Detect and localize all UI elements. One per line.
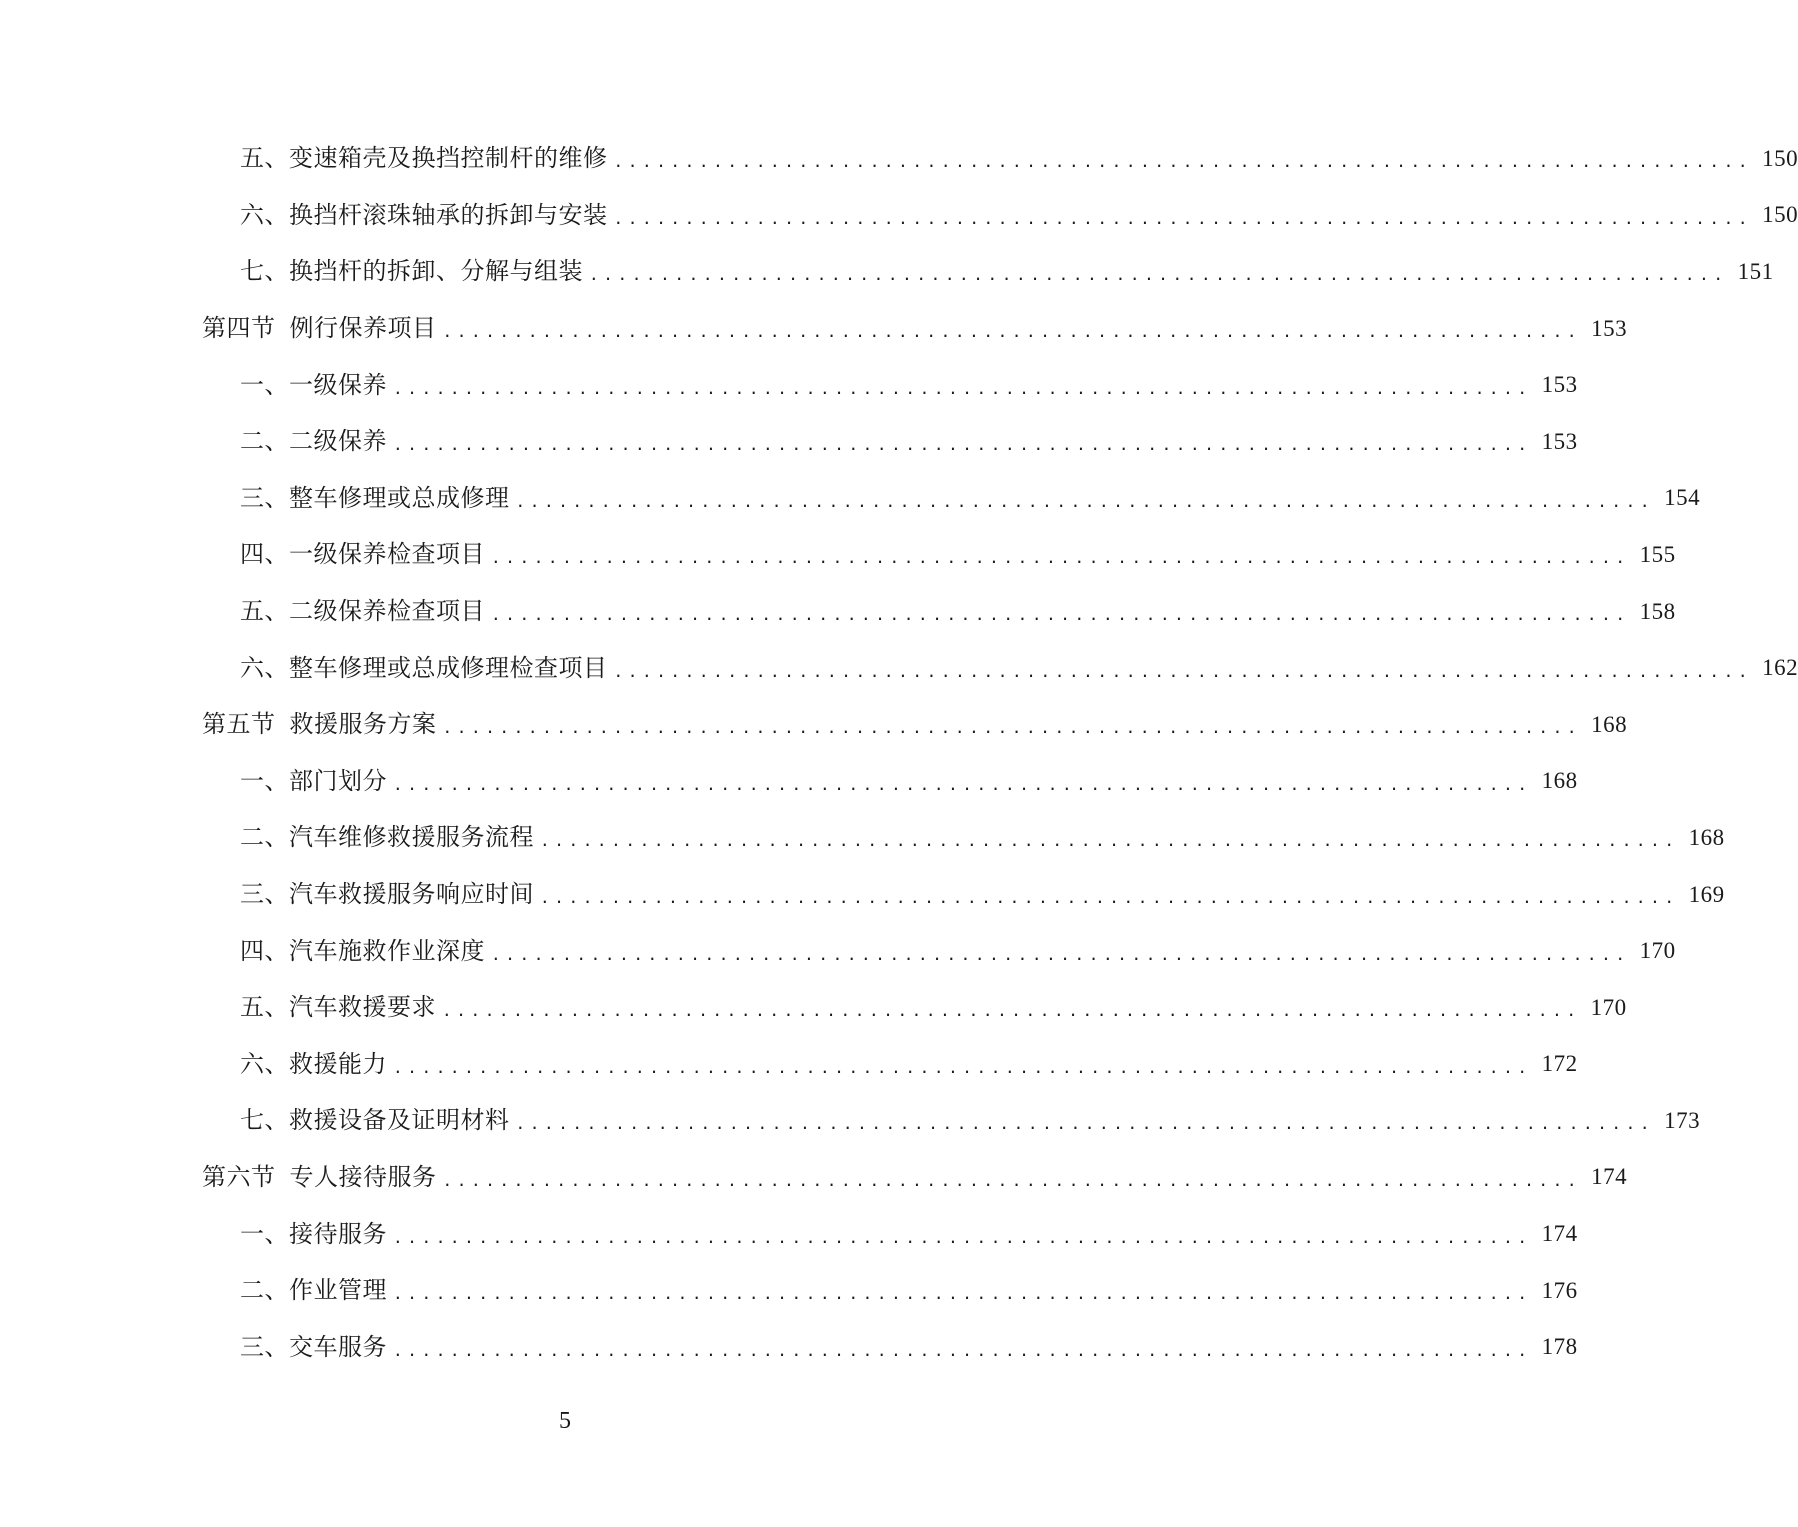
toc-subsection-entry xyxy=(0,1092,1701,1149)
toc-subsection-entry xyxy=(0,753,1578,810)
toc-dot-leader: ................................................................................ xyxy=(393,1284,1532,1304)
toc-entry-page: 168 xyxy=(1688,824,1725,850)
toc-subsection-entry xyxy=(0,1318,1578,1375)
toc-entry-title: 整车修理或总成修理 xyxy=(289,483,510,512)
toc-entry-page: 150 xyxy=(1762,145,1798,171)
toc-dot-leader: ................................................................................ xyxy=(393,1227,1532,1247)
toc-subsection-entry xyxy=(0,1205,1578,1262)
toc-subsection-entry xyxy=(0,979,1627,1036)
toc-dot-leader: ................................................................................ xyxy=(393,378,1532,398)
toc-entry-page: 170 xyxy=(1590,994,1627,1020)
toc-dot-leader: ................................................................................ xyxy=(491,944,1630,964)
toc-entry-prefix: 一、 xyxy=(240,766,289,795)
toc-dot-leader: ................................................................................ xyxy=(393,1340,1532,1360)
toc-entry-page: 154 xyxy=(1664,485,1701,511)
toc-dot-leader: ................................................................................ xyxy=(393,1057,1532,1077)
toc-entry-title: 例行保养项目 xyxy=(289,314,437,343)
toc-entry-title: 换挡杆的拆卸、分解与组装 xyxy=(289,257,583,286)
toc-entry-page: 178 xyxy=(1541,1334,1578,1360)
toc-entry-prefix: 二、 xyxy=(240,1276,289,1305)
toc-subsection-entry xyxy=(0,866,1725,923)
toc-entry-page: 150 xyxy=(1762,202,1798,228)
toc-entry-prefix: 二、 xyxy=(240,427,289,456)
toc-entry-page: 153 xyxy=(1541,372,1578,398)
toc-subsection-entry xyxy=(0,809,1725,866)
toc-entry-title: 二级保养检查项目 xyxy=(289,597,485,626)
toc-entry-page: 169 xyxy=(1688,881,1725,907)
toc-entry-prefix: 第四节 xyxy=(202,314,276,343)
toc-entry-title: 汽车救援要求 xyxy=(289,993,436,1022)
toc-entry-prefix: 一、 xyxy=(240,1219,289,1248)
toc-dot-leader: ................................................................................ xyxy=(442,1001,1581,1021)
toc-entry-title: 汽车维修救援服务流程 xyxy=(289,823,534,852)
toc-subsection-entry xyxy=(0,356,1578,413)
toc-section-entry xyxy=(0,1149,1628,1206)
toc-entry-title: 救援设备及证明材料 xyxy=(289,1106,510,1135)
toc-entry-prefix: 五、 xyxy=(240,597,289,626)
toc-entry-prefix: 三、 xyxy=(240,1332,289,1361)
page-number: 5 xyxy=(559,1408,571,1434)
toc-entry-title: 救援能力 xyxy=(289,1049,387,1078)
toc-dot-leader: ................................................................................ xyxy=(515,491,1655,511)
toc-section-entry xyxy=(0,696,1628,753)
toc-entry-page: 162 xyxy=(1762,655,1798,681)
toc-dot-leader: ................................................................................ xyxy=(393,774,1532,794)
toc-entry-title: 部门划分 xyxy=(289,766,387,795)
toc-entry-prefix: 六、 xyxy=(240,200,289,229)
toc-subsection-entry xyxy=(0,243,1774,300)
toc-entry-title: 救援服务方案 xyxy=(289,710,437,739)
toc-entry-title: 二级保养 xyxy=(289,427,387,456)
toc-entry-prefix: 五、 xyxy=(240,993,289,1022)
toc-entry-prefix: 第六节 xyxy=(202,1162,276,1191)
toc-dot-leader: ................................................................................ xyxy=(491,548,1630,568)
toc-entry-title: 汽车施救作业深度 xyxy=(289,936,485,965)
toc-entry-title: 一级保养检查项目 xyxy=(289,540,485,569)
toc-subsection-entry xyxy=(0,922,1676,979)
toc-entry-title: 接待服务 xyxy=(289,1219,387,1248)
toc-dot-leader: ................................................................................ xyxy=(515,1114,1655,1134)
toc-entry-page: 172 xyxy=(1541,1051,1578,1077)
toc-entry-prefix: 第五节 xyxy=(202,710,276,739)
toc-entry-prefix: 二、 xyxy=(240,823,289,852)
toc-subsection-entry xyxy=(0,1262,1578,1319)
toc-dot-leader: ................................................................................ xyxy=(491,605,1630,625)
toc-subsection-entry xyxy=(0,413,1578,470)
toc-dot-leader: ................................................................................ xyxy=(613,208,1753,228)
toc-subsection-entry xyxy=(0,1036,1578,1093)
toc-dot-leader: ................................................................................ xyxy=(442,718,1582,738)
toc-dot-leader: ................................................................................ xyxy=(613,661,1753,681)
toc-entry-page: 173 xyxy=(1664,1107,1701,1133)
toc-entry-prefix: 七、 xyxy=(240,257,289,286)
toc-subsection-entry xyxy=(0,639,1798,696)
toc-entry-title: 交车服务 xyxy=(289,1332,387,1361)
table-of-contents xyxy=(0,130,1798,1375)
toc-entry-page: 153 xyxy=(1591,315,1628,341)
toc-entry-page: 174 xyxy=(1541,1221,1578,1247)
toc-entry-page: 151 xyxy=(1737,258,1774,284)
toc-entry-title: 变速箱壳及换挡控制杆的维修 xyxy=(289,144,608,173)
toc-entry-prefix: 一、 xyxy=(240,370,289,399)
toc-entry-prefix: 五、 xyxy=(240,144,289,173)
toc-dot-leader: ................................................................................ xyxy=(442,1170,1582,1190)
toc-entry-title: 一级保养 xyxy=(289,370,387,399)
toc-section-entry xyxy=(0,300,1628,357)
toc-entry-prefix: 三、 xyxy=(240,483,289,512)
toc-entry-page: 168 xyxy=(1541,768,1578,794)
toc-subsection-entry xyxy=(0,187,1798,244)
toc-entry-title: 专人接待服务 xyxy=(289,1162,437,1191)
toc-entry-title: 汽车救援服务响应时间 xyxy=(289,880,534,909)
toc-dot-leader: ................................................................................ xyxy=(540,888,1679,908)
toc-entry-page: 174 xyxy=(1591,1164,1628,1190)
toc-entry-prefix: 七、 xyxy=(240,1106,289,1135)
toc-subsection-entry xyxy=(0,526,1676,583)
toc-entry-prefix: 三、 xyxy=(240,880,289,909)
toc-entry-page: 168 xyxy=(1591,711,1628,737)
toc-entry-page: 155 xyxy=(1639,541,1676,567)
toc-dot-leader: ................................................................................ xyxy=(393,435,1532,455)
toc-entry-page: 153 xyxy=(1541,428,1578,454)
toc-dot-leader: ................................................................................ xyxy=(613,152,1753,172)
toc-dot-leader: ................................................................................ xyxy=(442,322,1582,342)
toc-entry-prefix: 四、 xyxy=(240,936,289,965)
toc-entry-title: 作业管理 xyxy=(289,1276,387,1305)
toc-subsection-entry xyxy=(0,583,1676,640)
toc-entry-page: 158 xyxy=(1639,598,1676,624)
toc-entry-title: 整车修理或总成修理检查项目 xyxy=(289,653,608,682)
toc-entry-page: 176 xyxy=(1541,1277,1578,1303)
toc-entry-prefix: 六、 xyxy=(240,1049,289,1078)
toc-entry-prefix: 六、 xyxy=(240,653,289,682)
toc-subsection-entry xyxy=(0,130,1798,187)
toc-dot-leader: ................................................................................ xyxy=(589,265,1728,285)
toc-entry-prefix: 四、 xyxy=(240,540,289,569)
toc-dot-leader: ................................................................................ xyxy=(540,831,1679,851)
toc-entry-title: 换挡杆滚珠轴承的拆卸与安装 xyxy=(289,200,608,229)
toc-entry-page: 170 xyxy=(1639,938,1676,964)
toc-subsection-entry xyxy=(0,470,1701,527)
